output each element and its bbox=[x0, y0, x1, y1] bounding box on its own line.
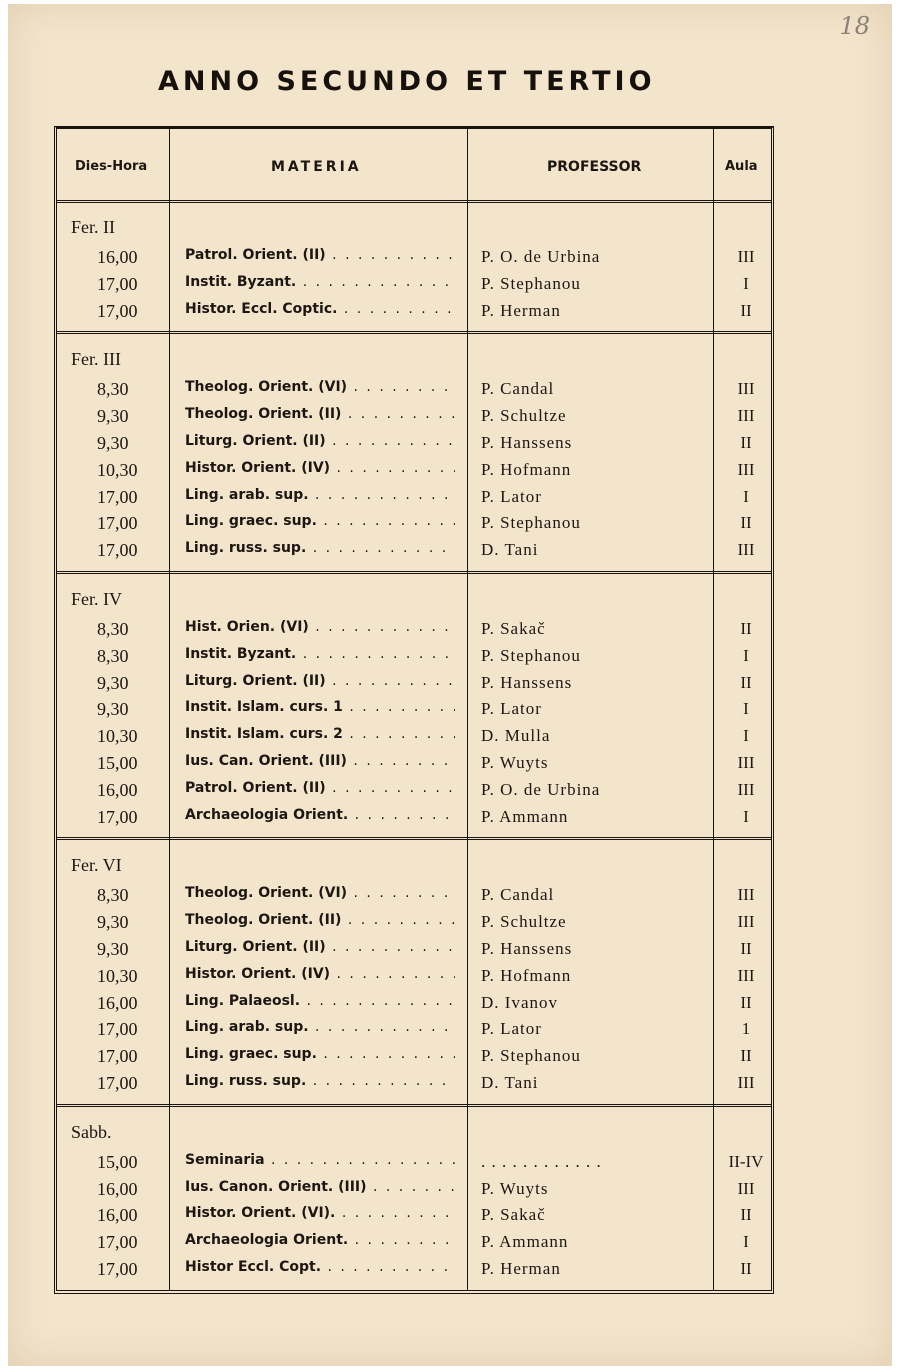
table-row bbox=[57, 807, 771, 833]
folio-number: 18 bbox=[839, 12, 870, 40]
time-cell: 9,30 bbox=[97, 939, 129, 959]
subject-cell: Ius. Can. Orient. (III) . . . bbox=[185, 753, 455, 769]
professor-cell: P. Sakač bbox=[481, 1205, 546, 1225]
subject-cell: Histor. Orient. (IV) . . . bbox=[185, 460, 455, 476]
time-cell: 17,00 bbox=[97, 1232, 138, 1253]
time-cell: 9,30 bbox=[97, 912, 129, 933]
aula-cell: II bbox=[740, 300, 752, 320]
table-row bbox=[57, 274, 771, 300]
aula-cell: III bbox=[737, 247, 755, 266]
subject-cell: Theolog. Orient. (VI) . . . bbox=[185, 885, 455, 901]
table-row bbox=[57, 753, 771, 779]
header-aula: Aula bbox=[725, 159, 758, 174]
header-professor: PROFESSOR bbox=[547, 159, 642, 175]
aula-cell: II bbox=[740, 1259, 752, 1278]
day-label: Sabb. bbox=[71, 1121, 112, 1142]
professor-cell: D. Ivanov bbox=[481, 992, 558, 1012]
subject-cell: Ius. Canon. Orient. (III) . . . bbox=[185, 1179, 455, 1195]
table-row bbox=[57, 966, 771, 992]
table-row bbox=[57, 939, 771, 965]
professor-cell: P. Herman bbox=[481, 1259, 561, 1278]
aula-cell: III bbox=[737, 779, 755, 799]
professor-cell: P. Ammann bbox=[481, 1232, 569, 1252]
time-cell: 16,00 bbox=[97, 779, 138, 800]
professor-cell: D. Mulla bbox=[481, 726, 551, 746]
table-row bbox=[57, 433, 771, 459]
subject-cell: Instit. Byzant. . . . bbox=[185, 274, 455, 290]
professor-cell: P. Stephanou bbox=[481, 645, 581, 665]
professor-cell: P. Schultze bbox=[481, 912, 567, 932]
time-cell: 9,30 bbox=[97, 699, 129, 720]
table-row bbox=[57, 726, 771, 752]
time-cell: 16,00 bbox=[97, 247, 138, 267]
table-row bbox=[57, 301, 771, 327]
time-cell: 9,30 bbox=[97, 433, 129, 453]
table-row bbox=[57, 993, 771, 1019]
subject-cell: Histor Eccl. Copt. . . . bbox=[185, 1259, 455, 1275]
professor-cell: P. O. de Urbina bbox=[481, 247, 601, 266]
time-cell: 17,00 bbox=[97, 1046, 138, 1067]
schedule-table bbox=[54, 126, 774, 1294]
professor-cell: P. Herman bbox=[481, 300, 561, 320]
aula-cell: III bbox=[737, 540, 755, 560]
table-row bbox=[57, 1232, 771, 1258]
subject-cell: Instit. Islam. curs. 1 . . . bbox=[185, 699, 455, 715]
aula-cell: I bbox=[743, 273, 749, 293]
aula-cell: II bbox=[740, 513, 752, 533]
table-row bbox=[57, 646, 771, 672]
aula-cell: I bbox=[743, 645, 749, 665]
table-row bbox=[57, 1019, 771, 1045]
aula-cell: II bbox=[740, 992, 752, 1012]
subject-cell: Liturg. Orient. (II) . . . bbox=[185, 433, 455, 449]
table-row bbox=[57, 699, 771, 725]
time-cell: 17,00 bbox=[97, 300, 138, 321]
aula-cell: I bbox=[743, 726, 749, 746]
professor-cell: P. Lator bbox=[481, 486, 542, 506]
day-group-separator bbox=[57, 837, 771, 840]
subject-cell: Histor. Orient. (IV) . . . bbox=[185, 966, 455, 982]
time-cell: 15,00 bbox=[97, 753, 138, 773]
time-cell: 9,30 bbox=[97, 672, 129, 693]
table-row bbox=[57, 1152, 771, 1178]
table-row bbox=[57, 885, 771, 911]
aula-cell: I bbox=[743, 1232, 749, 1252]
aula-cell: I bbox=[743, 806, 749, 826]
day-label: Fer. VI bbox=[71, 855, 122, 876]
aula-cell: III bbox=[737, 379, 755, 399]
subject-cell: Histor. Eccl. Coptic. . . . bbox=[185, 301, 455, 317]
professor-cell: P. Sakač bbox=[481, 619, 546, 638]
aula-cell: II bbox=[740, 672, 752, 692]
time-cell: 10,30 bbox=[97, 965, 138, 986]
header-dies-hora: Dies-Hora bbox=[75, 159, 148, 174]
table-row bbox=[57, 1205, 771, 1231]
time-cell: 17,00 bbox=[97, 513, 138, 534]
professor-cell: P. Hanssens bbox=[481, 433, 573, 452]
time-cell: 17,00 bbox=[97, 540, 138, 561]
subject-cell: Hist. Orien. (VI) . . . bbox=[185, 619, 455, 635]
table-row bbox=[57, 247, 771, 273]
subject-cell: Histor. Orient. (VI). . . . bbox=[185, 1205, 455, 1221]
day-group-separator bbox=[57, 331, 771, 334]
time-cell: 16,00 bbox=[97, 992, 138, 1013]
professor-cell: P. Hofmann bbox=[481, 459, 572, 479]
time-cell: 17,00 bbox=[97, 486, 138, 507]
subject-cell: Theolog. Orient. (VI) . . . bbox=[185, 379, 455, 395]
aula-cell: II-IV bbox=[728, 1151, 764, 1171]
aula-cell: II bbox=[740, 619, 752, 638]
professor-cell: P. Candal bbox=[481, 379, 555, 399]
aula-cell: III bbox=[737, 885, 755, 905]
time-cell: 8,30 bbox=[97, 379, 129, 400]
time-cell: 8,30 bbox=[97, 885, 129, 906]
table-row bbox=[57, 513, 771, 539]
time-cell: 8,30 bbox=[97, 619, 129, 639]
aula-cell: III bbox=[737, 912, 755, 932]
time-cell: 16,00 bbox=[97, 1205, 138, 1226]
aula-cell: III bbox=[737, 1073, 755, 1092]
subject-cell: Archaeologia Orient. . . . bbox=[185, 807, 455, 823]
aula-cell: II bbox=[740, 939, 752, 958]
table-row bbox=[57, 673, 771, 699]
aula-cell: II bbox=[740, 1205, 752, 1225]
page-title: ANNO SECUNDO ET TERTIO bbox=[158, 66, 656, 97]
aula-cell: II bbox=[740, 433, 752, 452]
aula-cell: III bbox=[737, 965, 755, 985]
time-cell: 17,00 bbox=[97, 1019, 138, 1040]
professor-cell: P. Hanssens bbox=[481, 672, 573, 692]
subject-cell: Liturg. Orient. (II) . . . bbox=[185, 673, 455, 689]
professor-cell: D. Tani bbox=[481, 540, 539, 560]
time-cell: 15,00 bbox=[97, 1151, 138, 1172]
professor-cell: P. Wuyts bbox=[481, 1178, 549, 1198]
professor-cell: P. Wuyts bbox=[481, 753, 549, 772]
aula-cell: I bbox=[743, 699, 749, 719]
subject-cell: Instit. Byzant. . . . bbox=[185, 646, 455, 662]
time-cell: 9,30 bbox=[97, 406, 129, 427]
table-row bbox=[57, 379, 771, 405]
aula-cell: III bbox=[737, 1178, 755, 1198]
day-group-separator bbox=[57, 1104, 771, 1107]
time-cell: 10,30 bbox=[97, 726, 138, 747]
table-row bbox=[57, 1073, 771, 1099]
subject-cell: Patrol. Orient. (II) . . . bbox=[185, 780, 455, 796]
subject-cell: Ling. graec. sup. . . . bbox=[185, 1046, 455, 1062]
professor-cell: . . . . . . . . . . . . bbox=[481, 1151, 602, 1171]
subject-cell: Ling. Palaeosl. . . . bbox=[185, 993, 455, 1009]
time-cell: 17,00 bbox=[97, 273, 138, 294]
subject-cell: Instit. Islam. curs. 2 . . . bbox=[185, 726, 455, 742]
subject-cell: Ling. arab. sup. . . . bbox=[185, 487, 455, 503]
subject-cell: Theolog. Orient. (II) . . . bbox=[185, 912, 455, 928]
table-row bbox=[57, 1046, 771, 1072]
day-label: Fer. III bbox=[71, 349, 121, 370]
aula-cell: 1 bbox=[741, 1019, 751, 1039]
time-cell: 10,30 bbox=[97, 459, 138, 480]
professor-cell: P. Lator bbox=[481, 1019, 542, 1039]
time-cell: 16,00 bbox=[97, 1178, 138, 1199]
subject-cell: Ling. graec. sup. . . . bbox=[185, 513, 455, 529]
aula-cell: II bbox=[740, 1046, 752, 1066]
table-row bbox=[57, 912, 771, 938]
professor-cell: P. O. de Urbina bbox=[481, 779, 601, 799]
subject-cell: Ling. russ. sup. . . . bbox=[185, 540, 455, 556]
table-row bbox=[57, 1179, 771, 1205]
professor-cell: P. Stephanou bbox=[481, 273, 581, 293]
professor-cell: P. Lator bbox=[481, 699, 542, 719]
subject-cell: Archaeologia Orient. . . . bbox=[185, 1232, 455, 1248]
document-page bbox=[8, 4, 892, 1366]
table-row bbox=[57, 1259, 771, 1285]
table-header bbox=[57, 129, 771, 203]
professor-cell: P. Stephanou bbox=[481, 1046, 581, 1066]
professor-cell: P. Ammann bbox=[481, 806, 569, 826]
aula-cell: III bbox=[737, 459, 755, 479]
professor-cell: D. Tani bbox=[481, 1073, 539, 1092]
table-row bbox=[57, 619, 771, 645]
subject-cell: Ling. russ. sup. . . . bbox=[185, 1073, 455, 1089]
time-cell: 8,30 bbox=[97, 645, 129, 666]
subject-cell: Patrol. Orient. (II) . . . bbox=[185, 247, 455, 263]
subject-cell: Theolog. Orient. (II) . . . bbox=[185, 406, 455, 422]
professor-cell: P. Schultze bbox=[481, 406, 567, 426]
time-cell: 17,00 bbox=[97, 1259, 138, 1279]
table-row bbox=[57, 540, 771, 566]
aula-cell: I bbox=[743, 486, 749, 506]
day-label: Fer. IV bbox=[71, 589, 122, 609]
table-row bbox=[57, 780, 771, 806]
table-row bbox=[57, 487, 771, 513]
header-materia: MATERIA bbox=[271, 159, 362, 175]
professor-cell: P. Stephanou bbox=[481, 513, 581, 533]
day-group-separator bbox=[57, 571, 771, 574]
day-label: Fer. II bbox=[71, 217, 115, 237]
professor-cell: P. Hanssens bbox=[481, 939, 573, 958]
subject-cell: Ling. arab. sup. . . . bbox=[185, 1019, 455, 1035]
subject-cell: Liturg. Orient. (II) . . . bbox=[185, 939, 455, 955]
aula-cell: III bbox=[737, 406, 755, 426]
time-cell: 17,00 bbox=[97, 1073, 138, 1093]
table-row bbox=[57, 460, 771, 486]
time-cell: 17,00 bbox=[97, 806, 138, 827]
table-row bbox=[57, 406, 771, 432]
professor-cell: P. Hofmann bbox=[481, 965, 572, 985]
subject-cell: Seminaria . . . bbox=[185, 1152, 455, 1168]
aula-cell: III bbox=[737, 753, 755, 772]
professor-cell: P. Candal bbox=[481, 885, 555, 905]
